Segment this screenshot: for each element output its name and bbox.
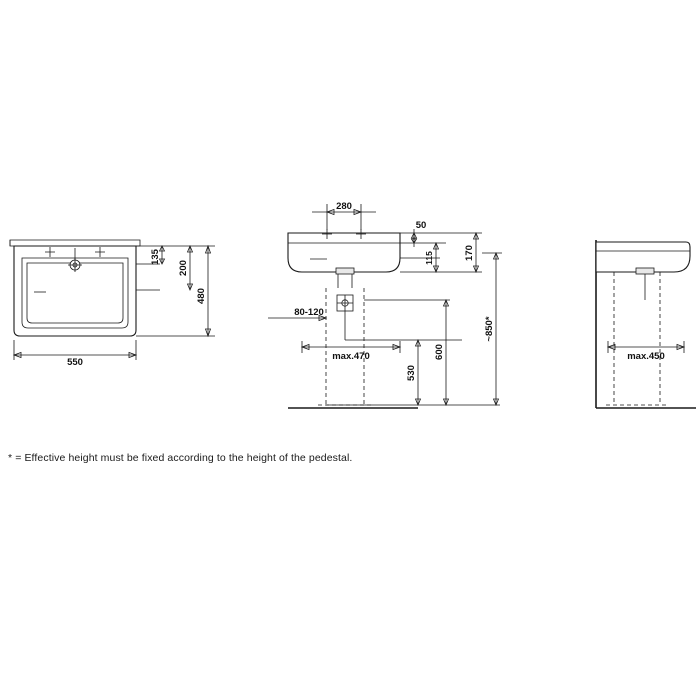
dim-135-label: 135: [150, 249, 161, 265]
side-pedestal-outline: [614, 272, 660, 405]
front-view: [268, 201, 502, 408]
dim-850: [482, 253, 502, 405]
top-view-back-ledge: [10, 240, 140, 246]
dim-max470-label: max.470: [332, 351, 370, 362]
dim-80-120-label: 80-120: [294, 307, 324, 318]
dim-135: [150, 246, 165, 265]
dim-280-label: 280: [336, 201, 352, 212]
dim-200: [178, 246, 193, 290]
trap-fitting: [337, 295, 353, 311]
dim-280: [312, 201, 376, 230]
dim-max450-label: max.450: [627, 351, 665, 362]
side-trap-collar: [636, 268, 654, 274]
trap-collar: [336, 268, 354, 274]
top-view: [10, 240, 215, 368]
dim-850-label: ~850*: [484, 316, 495, 342]
dim-200-label: 200: [178, 260, 189, 276]
footnote-text: * = Effective height must be fixed according to the height of the pedestal.: [8, 452, 353, 464]
dim-115: [424, 243, 439, 272]
dim-max450: [608, 341, 684, 362]
side-basin-outline: [596, 242, 690, 272]
side-view: [596, 240, 696, 408]
dim-170: [464, 233, 479, 272]
dim-480: [196, 246, 211, 336]
dim-50-label: 50: [415, 220, 427, 231]
dim-max470: [302, 341, 400, 362]
dim-550-label: 550: [67, 357, 83, 368]
dim-480-label: 480: [196, 288, 207, 304]
dim-115-label: 115: [424, 251, 434, 265]
dim-530: [406, 340, 421, 405]
dim-600: [434, 300, 449, 405]
front-basin-outline: [288, 233, 400, 272]
dim-600-label: 600: [434, 344, 445, 360]
dim-170-label: 170: [464, 245, 475, 261]
dim-80-120: [268, 307, 326, 321]
dim-550: [14, 340, 136, 368]
dim-530-label: 530: [406, 365, 417, 381]
